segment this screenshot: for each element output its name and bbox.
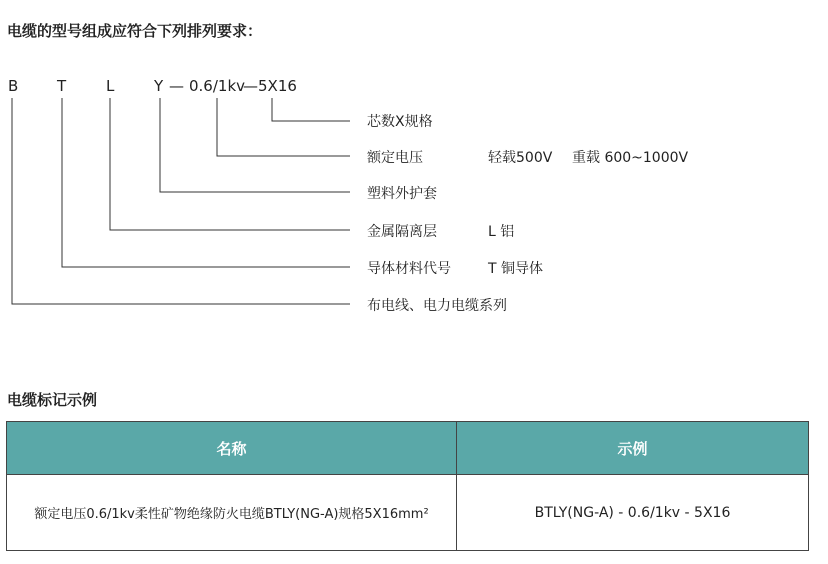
row-label-sheath: 塑料外护套 bbox=[367, 186, 437, 202]
model-heading: 电缆的型号组成应符合下列排列要求： bbox=[7, 22, 263, 40]
header-name: 名称 bbox=[7, 422, 457, 475]
row-label-conductor: 导体材料代号 bbox=[367, 261, 451, 277]
example-heading: 电缆标记示例 bbox=[7, 391, 98, 409]
connector-voltage bbox=[217, 98, 350, 156]
connector-isolation bbox=[110, 98, 350, 230]
code-b: B bbox=[8, 77, 19, 95]
connector-series bbox=[12, 98, 350, 304]
connector-sheath bbox=[160, 98, 350, 192]
row-label-voltage: 额定电压 bbox=[367, 150, 423, 166]
row-label-series: 布电线、电力电缆系列 bbox=[367, 298, 507, 314]
table-row bbox=[7, 475, 809, 551]
cell-example: BTLY(NG-A) - 0.6/1kv - 5X16 bbox=[457, 475, 809, 551]
row-note-copper: T 铜导体 bbox=[488, 261, 544, 277]
code-l: L bbox=[106, 77, 115, 95]
connector-spec bbox=[272, 98, 350, 121]
row-note-light-load: 轻载500V bbox=[488, 150, 553, 166]
code-dash-1: — bbox=[169, 77, 184, 95]
connector-conductor bbox=[62, 98, 350, 267]
table-header-row bbox=[7, 422, 809, 475]
row-label-isolation: 金属隔离层 bbox=[367, 224, 437, 240]
code-t: T bbox=[57, 77, 67, 95]
code-spec: 5X16 bbox=[258, 77, 297, 95]
code-voltage: 0.6/1kv bbox=[189, 77, 246, 95]
header-example: 示例 bbox=[457, 422, 809, 475]
row-note-heavy-load: 重载 600~1000V bbox=[572, 150, 689, 166]
code-y: Y bbox=[154, 77, 164, 95]
cell-name: 额定电压0.6/1kv柔性矿物绝缘防火电缆BTLY(NG-A)规格5X16mm² bbox=[7, 475, 457, 551]
example-table bbox=[6, 421, 809, 551]
row-note-aluminum: L 铝 bbox=[488, 224, 515, 240]
row-label-spec: 芯数X规格 bbox=[367, 114, 433, 130]
code-dash-2: — bbox=[243, 77, 258, 95]
